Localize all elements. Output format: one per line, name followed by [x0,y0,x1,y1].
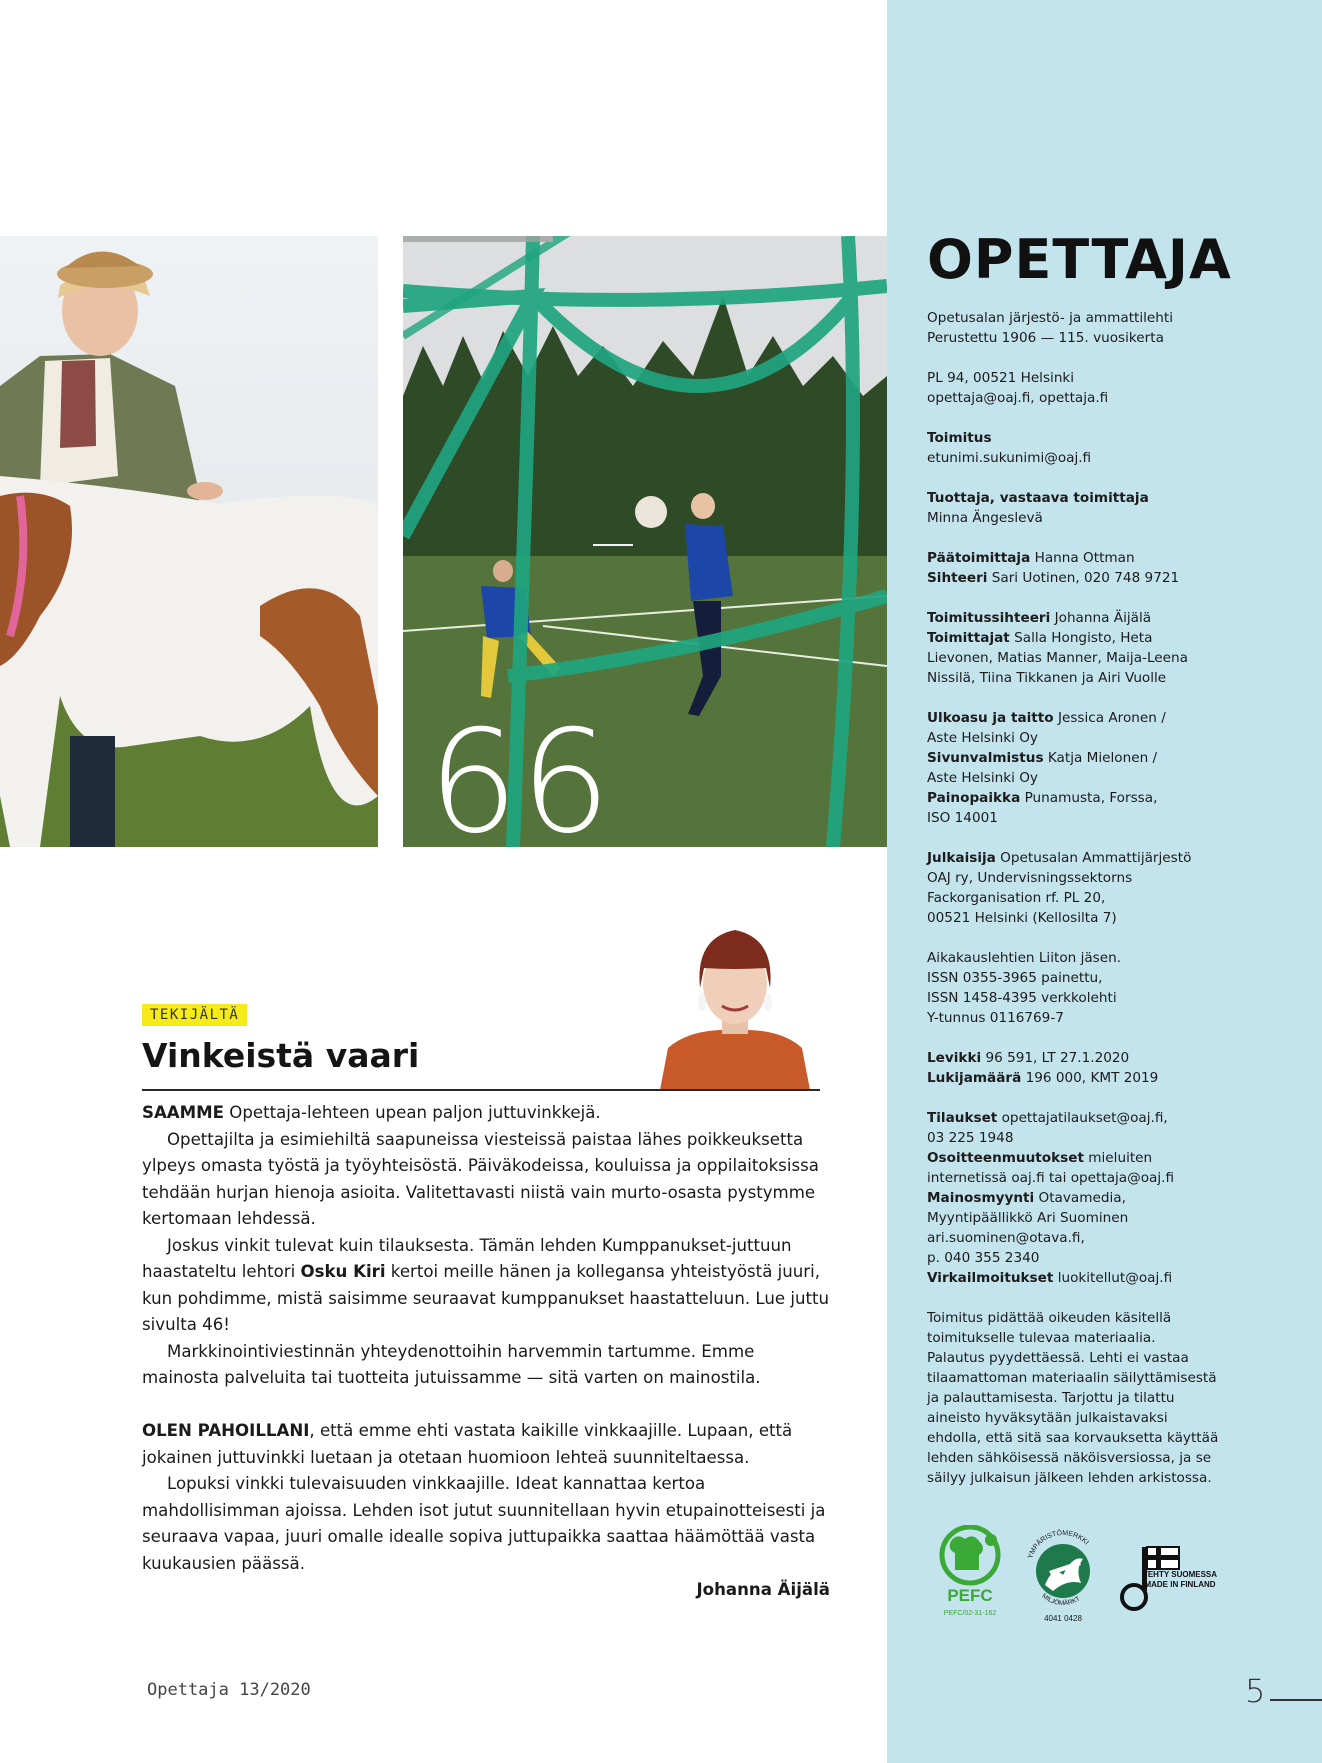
author-portrait [660,918,810,1090]
ulkoasu-label: Ulkoasu ja taitto [927,710,1054,726]
p3-text-a: Joskus vinkit tulevat kuin tilauksesta. Tämän lehden Kumppanukset-juttuun haastateltu lehtori [142,1235,792,1281]
sihteeri-label: Sihteeri [927,570,988,586]
disclaimer-line: Palautus pyydettäessä. Lehti ei vastaa [927,1350,1189,1366]
julkaisija-value-3: Fackorganisation rf. PL 20, [927,890,1106,906]
julkaisija-value-2: OAJ ry, Undervisningssektorns [927,870,1133,886]
julkaisija-value-4: 00521 Helsinki (Kellosilta 7) [927,910,1117,926]
virkailmoitukset-email: luokitellut@oaj.fi [1053,1270,1173,1286]
disclaimer-line: ja palauttamisesta. Tarjottu ja tilattu [927,1390,1175,1406]
osoitteenmuutokset-value-1: mieluiten [1083,1150,1153,1166]
paatoimittaja-label: Päätoimittaja [927,550,1031,566]
disclaimer-line: toimitukselle tulevaa materiaalia. [927,1330,1156,1346]
section-tag: TEKIJÄLTÄ [142,1004,247,1026]
p3-text-b: kertoi meille hänen ja kollegansa yhteistyöstä juuri, kun pohdimme, mistä saisimme seuraavat kumppanukset haastatteluun. Lue juttu sivulta 46! [142,1262,830,1334]
page-number: 5 [1245,1672,1266,1710]
toimittajat-names-1: Salla Hongisto, Heta [1009,630,1153,646]
photo-woman-with-horse [0,236,378,847]
headline-rule [142,1089,820,1091]
swan-top-text: YMPÄRISTÖMERKKI [1027,1529,1090,1560]
osoitteenmuutokset-label: Osoitteenmuutokset [927,1150,1084,1166]
horse-photo-illustration [0,236,378,847]
toimitus-email: etunimi.sukunimi@oaj.fi [927,450,1092,466]
sihteeri-name: Sari Uotinen, 020 748 9721 [987,570,1180,586]
founded-line: Perustettu 1906 — 115. vuosikerta [927,330,1164,346]
issn-online: ISSN 1458-4395 verkkolehti [927,990,1117,1006]
toimittajat-names-2: Lievonen, Matias Manner, Maija-Leena [927,650,1188,666]
key-flag-logo [1120,1537,1230,1617]
key-line-2: MADE IN FINLAND [1144,1580,1216,1589]
editorial-headline: Vinkeistä vaari [142,1036,420,1075]
mainosmyynti-value-4: p. 040 355 2340 [927,1250,1040,1266]
disclaimer-line: ehdolla, että sitä saa korvauksetta käyttää [927,1430,1219,1446]
mainosmyynti-value-3: ari.suominen@otava.fi, [927,1230,1085,1246]
author-signature: Johanna Äijälä [696,1580,830,1599]
p1-lead: SAAMME [142,1103,224,1122]
paragraph-6: Lopuksi vinkki tulevaisuuden vinkkaajille. Ideat kannattaa kertoa mahdollisimman ajoissa. Lehden isot jutut suunnitellaan hyvin etupainotteisesti ja seuraava vapaa, juuri omalle idealle sopiva juttupaikka saattaa häämöttää vasta kuukausien päässä. [142,1474,826,1573]
disclaimer-line: tilaamattoman materiaalin säilyttämisestä [927,1370,1217,1386]
paatoimittaja-name: Hanna Ottman [1030,550,1135,566]
editorial-body [142,1100,830,1577]
tilaukset-phone: 03 225 1948 [927,1130,1014,1146]
certification-logos [935,1525,1235,1625]
page-reference-number: 66 [428,700,613,865]
painopaikka-value: Punamusta, Forssa, [1020,790,1158,806]
p5-text: , että emme ehti vastata kaikille vinkkaajille. Lupaan, että jokainen juttuvinkki luetaan ja otetaan huomioon lehteä suunniteltaessa. [142,1421,793,1467]
tuottaja-label: Tuottaja, vastaava toimittaja [927,490,1149,506]
lukijamaara-label: Lukijamäärä [927,1070,1022,1086]
sivunvalmistus-company: Aste Helsinki Oy [927,770,1038,786]
mainosmyynti-value-2: Myyntipäällikkö Ari Suominen [927,1210,1129,1226]
contact-links: opettaja@oaj.fi, opettaja.fi [927,390,1109,406]
magazine-logo: OPETTAJA [927,228,1232,291]
disclaimer-line: Toimitus pidättää oikeuden käsitellä [927,1310,1172,1326]
toimittajat-label: Toimittajat [927,630,1010,646]
julkaisija-value-1: Opetusalan Ammattijärjestö [995,850,1192,866]
mainosmyynti-label: Mainosmyynti [927,1190,1035,1206]
page-number-rule [1270,1699,1322,1701]
julkaisija-label: Julkaisija [927,850,996,866]
ulkoasu-company: Aste Helsinki Oy [927,730,1038,746]
p5-lead: OLEN PAHOILLANI [142,1421,310,1440]
pefc-logo [935,1525,1005,1620]
toimittajat-names-3: Nissilä, Tiina Tikkanen ja Airi Vuolle [927,670,1167,686]
sivunvalmistus-name: Katja Mielonen / [1043,750,1158,766]
toimitussihteeri-label: Toimitussihteeri [927,610,1051,626]
issn-print: ISSN 0355-3965 painettu, [927,970,1103,986]
swan-code: 4041 0428 [1044,1614,1082,1623]
p1-text: Opettaja-lehteen upean paljon juttuvinkkejä. [224,1103,601,1122]
ulkoasu-name: Jessica Aronen / [1053,710,1166,726]
nordic-swan-ecolabel-logo [1023,1525,1103,1625]
paragraph-4: Markkinointiviestinnän yhteydenottoihin harvemmin tartumme. Emme mainosta palveluita tai tuotteita jutuissamme — sitä varten on mainostila. [142,1341,761,1387]
paragraph-2: Opettajilta ja esimiehiltä saapuneissa viesteissä paistaa lähes poikkeuksetta ylpeys omasta työstä ja työyhteisöstä. Päiväkodeissa, kouluissa ja oppilaitoksissa tehdään hurjan hienoja asioita. Valitettavasti niistä vain murto-osasta pystymme kertomaan lehdessä. [142,1129,819,1228]
tuottaja-name: Minna Ängeslevä [927,510,1043,526]
disclaimer-line: säilyy julkaisun jälkeen lehden arkistossa. [927,1470,1212,1486]
business-id: Y-tunnus 0116769-7 [927,1010,1064,1026]
p3-name: Osku Kiri [300,1262,386,1281]
painopaikka-iso: ISO 14001 [927,810,998,826]
issue-label: Opettaja 13/2020 [147,1680,311,1700]
tilaukset-label: Tilaukset [927,1110,998,1126]
mainosmyynti-value-1: Otavamedia, [1034,1190,1126,1206]
swan-bottom-text: MILJÖMÄRKT [1040,1592,1082,1608]
liitto-line-1: Aikakauslehtien Liiton jäsen. [927,950,1122,966]
sivunvalmistus-label: Sivunvalmistus [927,750,1044,766]
lukijamaara-value: 196 000, KMT 2019 [1021,1070,1159,1086]
toimitussihteeri-name: Johanna Äijälä [1050,610,1152,626]
levikki-value: 96 591, LT 27.1.2020 [981,1050,1130,1066]
toimitus-label: Toimitus [927,430,992,446]
pefc-name: PEFC [947,1586,993,1605]
key-line-1: TEHTY SUOMESSA [1142,1570,1218,1579]
disclaimer-line: aineisto hyväksytään julkaistavaksi [927,1410,1168,1426]
levikki-label: Levikki [927,1050,982,1066]
tilaukset-email: opettajatilaukset@oaj.fi, [997,1110,1168,1126]
postal-address: PL 94, 00521 Helsinki [927,370,1075,386]
disclaimer-line: lehden sähköisessä näköisversiossa, ja se [927,1450,1212,1466]
painopaikka-label: Painopaikka [927,790,1021,806]
pefc-code: PEFC/02-31-162 [943,1610,997,1617]
osoitteenmuutokset-value-2: internetissä oaj.fi tai opettaja@oaj.fi [927,1170,1175,1186]
subtitle-line: Opetusalan järjestö- ja ammattilehti [927,310,1174,326]
virkailmoitukset-label: Virkailmoitukset [927,1270,1054,1286]
colophon [927,308,1287,1488]
disclaimer [927,1308,1287,1488]
